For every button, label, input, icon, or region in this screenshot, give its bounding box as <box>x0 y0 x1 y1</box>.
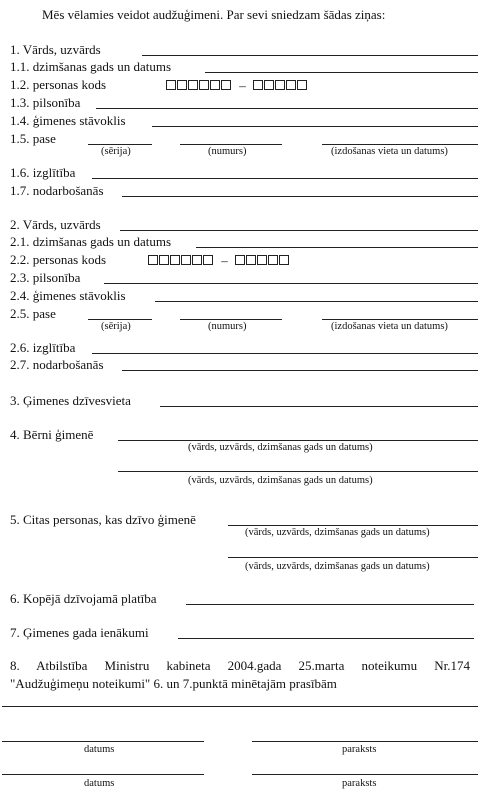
p1-occupation-line[interactable] <box>122 196 478 197</box>
p2-issue-caption: (izdošanas vieta un datums) <box>331 321 448 332</box>
p1-code-dash: – <box>239 78 246 93</box>
p2-passport-issue-line[interactable] <box>322 319 478 320</box>
income-line[interactable] <box>178 638 474 639</box>
p1-birth-label: 1.1. dzimšanas gads un datums <box>10 59 172 74</box>
p1-passport-number-line[interactable] <box>180 144 282 145</box>
p2-birth-label: 2.1. dzimšanas gads un datums <box>10 234 172 249</box>
date-line-2[interactable] <box>2 774 204 775</box>
p2-education-label: 2.6. izglītība <box>10 340 76 355</box>
p2-name-label: 2. Vārds, uzvārds <box>10 217 101 232</box>
p1-name-line[interactable] <box>142 55 478 56</box>
p2-passport-number-line[interactable] <box>180 319 282 320</box>
p1-series-caption: (sērija) <box>101 146 131 157</box>
residence-label: 3. Ģimenes dzīvesvieta <box>10 393 131 408</box>
others-caption-1: (vārds, uzvārds, dzimšanas gads un datums) <box>245 527 430 538</box>
p1-education-label: 1.6. izglītība <box>10 165 76 180</box>
intro-text: Mēs vēlamies veidot audžuģimeni. Par sevi sniedzam šādas ziņas: <box>42 7 386 22</box>
children-caption-2: (vārds, uzvārds, dzimšanas gads un datums) <box>188 475 373 486</box>
p1-code-label: 1.2. personas kods <box>10 77 107 92</box>
p1-family-status-line[interactable] <box>152 126 478 127</box>
others-caption-2: (vārds, uzvārds, dzimšanas gads un datums) <box>245 561 430 572</box>
others-line-2[interactable] <box>228 557 478 558</box>
requirements-line-2: "Audžuģimeņu noteikumi" 6. un 7.punktā minētajām prasībām <box>10 676 337 691</box>
others-line-1[interactable] <box>228 525 478 526</box>
p1-issue-caption: (izdošanas vieta un datums) <box>331 146 448 157</box>
p2-birth-line[interactable] <box>196 247 478 248</box>
date-caption-1: datums <box>84 744 115 755</box>
p2-family-status-line[interactable] <box>155 301 478 302</box>
p1-name-label: 1. Vārds, uzvārds <box>10 42 101 57</box>
residence-line[interactable] <box>160 406 478 407</box>
p2-education-line[interactable] <box>92 353 478 354</box>
p1-citizenship-label: 1.3. pilsonība <box>10 95 81 110</box>
p2-citizenship-label: 2.3. pilsonība <box>10 270 81 285</box>
p2-code-label: 2.2. personas kods <box>10 252 107 267</box>
p2-family-status-label: 2.4. ģimenes stāvoklis <box>10 288 126 303</box>
p1-number-caption: (numurs) <box>208 146 247 157</box>
p2-name-line[interactable] <box>120 230 478 231</box>
children-label: 4. Bērni ģimenē <box>10 427 94 442</box>
p1-personal-code-boxes[interactable] <box>166 79 308 92</box>
p2-occupation-label: 2.7. nodarbošanās <box>10 357 104 372</box>
children-line-1[interactable] <box>118 440 478 441</box>
p2-passport-label: 2.5. pase <box>10 306 56 321</box>
p2-code-dash: – <box>221 253 228 268</box>
p2-number-caption: (numurs) <box>208 321 247 332</box>
children-line-2[interactable] <box>118 471 478 472</box>
p2-passport-series-line[interactable] <box>88 319 152 320</box>
p1-citizenship-line[interactable] <box>96 108 478 109</box>
date-caption-2: datums <box>84 778 115 789</box>
p1-occupation-label: 1.7. nodarbošanās <box>10 183 104 198</box>
signature-line-1[interactable] <box>252 741 478 742</box>
p2-citizenship-line[interactable] <box>104 283 478 284</box>
p2-occupation-line[interactable] <box>122 370 478 371</box>
p1-birth-line[interactable] <box>205 72 478 73</box>
p1-passport-label: 1.5. pase <box>10 131 56 146</box>
requirements-answer-line[interactable] <box>2 706 478 707</box>
p1-passport-series-line[interactable] <box>88 144 152 145</box>
p2-series-caption: (sērija) <box>101 321 131 332</box>
p1-family-status-label: 1.4. ģimenes stāvoklis <box>10 113 126 128</box>
others-label: 5. Citas personas, kas dzīvo ģimenē <box>10 512 196 527</box>
children-caption-1: (vārds, uzvārds, dzimšanas gads un datums) <box>188 442 373 453</box>
signature-line-2[interactable] <box>252 774 478 775</box>
income-label: 7. Ģimenes gada ienākumi <box>10 625 149 640</box>
requirements-line-1: 8. Atbilstība Ministru kabineta 2004.gada 25.marta noteikumu Nr.174 <box>10 658 470 673</box>
signature-caption-1: paraksts <box>342 744 377 755</box>
living-area-label: 6. Kopējā dzīvojamā platība <box>10 591 157 606</box>
date-line-1[interactable] <box>2 741 204 742</box>
p2-personal-code-boxes[interactable] <box>148 254 290 267</box>
signature-caption-2: paraksts <box>342 778 377 789</box>
living-area-line[interactable] <box>186 604 474 605</box>
p1-passport-issue-line[interactable] <box>322 144 478 145</box>
p1-education-line[interactable] <box>92 178 478 179</box>
